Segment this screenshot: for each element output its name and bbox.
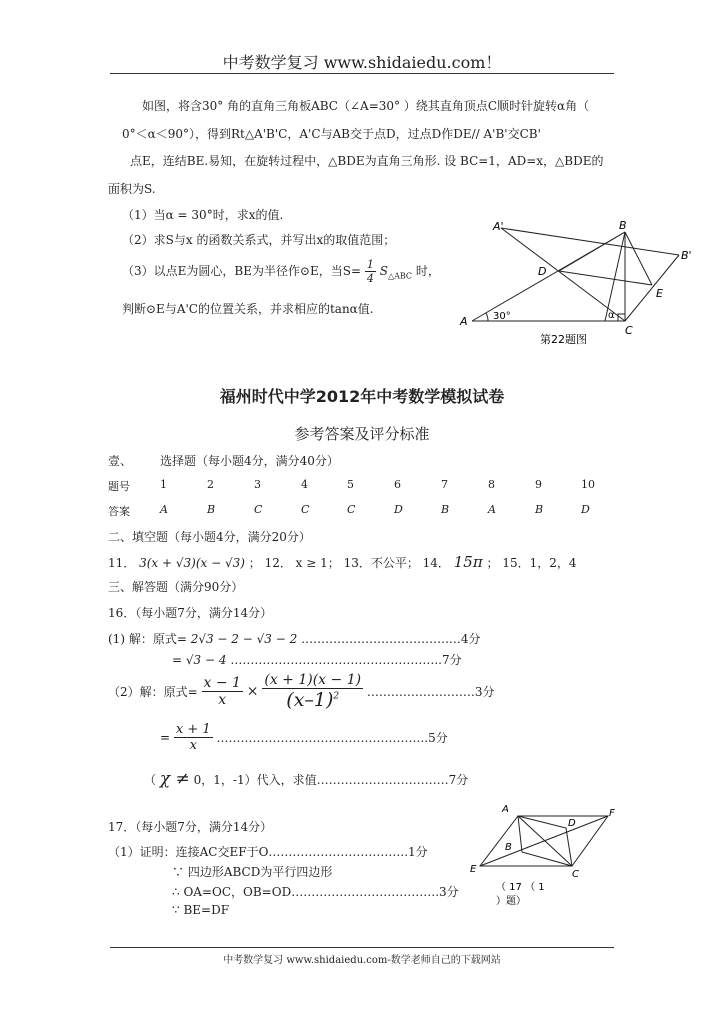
answer-title: 福州时代中学2012年中考数学模拟试卷 (219, 387, 505, 406)
section-3-heading: 三、解答题（满分90分） (108, 580, 244, 594)
q16-4-equals: = (160, 730, 171, 745)
page-header: 中考数学复习 www.shidaiedu.com！ (222, 53, 502, 72)
page-footer: 中考数学复习 www.shidaiedu.com-数学老师自己的下载网站 (223, 955, 501, 966)
mc-question-number: 9 (535, 478, 542, 491)
label-17-D: D (568, 818, 576, 829)
label-alpha: α (608, 310, 615, 321)
mc-answer: A (488, 503, 496, 516)
question-3 (122, 258, 440, 285)
mc-answer: C (347, 503, 356, 516)
q16-3-label: （2）解：原式= (108, 685, 198, 699)
fraction-numerator: x − 1 (203, 675, 241, 691)
question-4: 判断⊙E与A'C的位置关系，并求相应的tanα值. (122, 302, 374, 316)
mc-answer: A (160, 503, 168, 516)
area-subscript: △ABC (387, 271, 413, 281)
question-3-tail: 时， (415, 264, 440, 278)
mc-question-number: 10 (581, 478, 595, 491)
answer-14: 15π (453, 553, 483, 571)
q16-2-dots: ……………………………………………..7分 (230, 653, 462, 667)
mc-answer: C (254, 503, 263, 516)
q16-1-label: (1) 解：原式= (108, 632, 187, 646)
label-D: D (538, 265, 547, 278)
q16-5-condition: χ ≠ (159, 769, 190, 789)
times-sign: × (246, 683, 259, 700)
q16-2-expr: √3 − 4 (185, 653, 227, 667)
label-E: E (656, 287, 663, 300)
fraction-product-over-square (262, 672, 363, 711)
figure-17-caption-1: （ 17 （ 1 (496, 882, 545, 893)
answer-subtitle: 参考答案及评分标准 (294, 425, 430, 443)
figure-17 (468, 800, 618, 912)
q16-5-open: （ (144, 773, 157, 787)
denominator-exponent: 2 (333, 691, 340, 702)
mc-question-number: 5 (347, 478, 354, 491)
angle-30-arc (486, 313, 488, 321)
fill-in-answers (108, 553, 577, 571)
label-17-E: E (470, 864, 477, 875)
header-rule (110, 73, 614, 74)
mc-question-number: 8 (488, 478, 495, 491)
question-3-text: （3）以点E为圆心，BE为半径作⊙E，当S= (122, 264, 362, 278)
section-2-heading: 二、填空题（每小题4分，满分20分） (108, 530, 311, 544)
q16-4-dots: ……………………………………………..5分 (216, 731, 448, 745)
mc-answer: B (441, 503, 450, 516)
label-17-C: C (572, 869, 579, 880)
q16-1-expr: 2√3 − 2 − √3 − 2 (190, 632, 298, 646)
q17-heading: 17．（每小题7分，满分14分） (108, 820, 273, 834)
q16-line-3 (108, 672, 495, 711)
segment-BpC (625, 255, 679, 321)
q16-3-dots: ………………………3分 (366, 685, 495, 699)
answers-12-14: ； 12． x ≥ 1； 13．不公平； 14． (248, 556, 450, 570)
fraction-denominator: 4 (366, 272, 374, 285)
mc-answer: D (394, 503, 403, 516)
problem-line-1: 如图，将含30° 角的直角三角板ABC（∠A=30° ）绕其直角顶点C顺时针旋转α角（ (142, 99, 590, 113)
problem-line-3: 点E，连结BE.易知，在旋转过程中，△BDE为直角三角形. 设 BC=1，AD=x，△BDE的 (130, 154, 604, 168)
problem-line-2: 0°＜α＜90°），得到Rt△A'B'C，A'C与AB交于点D，过点D作DE// A'B'交CB' (122, 127, 541, 141)
answer-11: 3(x + √3)(x − √3) (139, 556, 245, 570)
label-17-A: A (502, 804, 509, 815)
denominator-base: (x–1) (286, 689, 334, 711)
mc-answer: B (535, 503, 544, 516)
label-17-B: B (505, 842, 512, 853)
mc-answer: C (301, 503, 310, 516)
fraction-denominator: x (189, 738, 197, 753)
section-1-number: 壹、 (108, 454, 133, 468)
q16-line-1 (108, 630, 481, 647)
figure-22 (455, 215, 705, 350)
segment-DE (559, 271, 652, 285)
fraction-x-plus-1-over-x (174, 722, 213, 753)
q16-5-rest: 0，1，-1）代入，求值……………………………7分 (193, 773, 469, 787)
mc-row-label-numbers: 题号 (108, 480, 130, 493)
label-C: C (625, 324, 633, 337)
figure-22-caption: 第22题图 (540, 333, 587, 346)
mc-row-label-answers: 答案 (108, 505, 130, 518)
segment-BE (625, 232, 652, 285)
mc-question-number: 1 (160, 478, 167, 491)
fraction-denominator (262, 689, 363, 711)
mc-question-number: 3 (254, 478, 261, 491)
fraction-numerator: 1 (366, 258, 374, 271)
answer-11-label: 11． (108, 556, 136, 570)
question-2: （2）求S与x 的函数关系式，并写出x的取值范围； (122, 233, 396, 247)
fraction-x-minus-1-over-x (202, 675, 243, 708)
q17-line-4: ∵ BE=DF (172, 903, 230, 917)
mc-question-number: 7 (441, 478, 448, 491)
label-angle-30: 30° (493, 311, 511, 322)
mc-question-number: 4 (301, 478, 308, 491)
mc-question-number: 2 (207, 478, 214, 491)
q16-2-equals: = (172, 653, 183, 667)
q17-line-2: ∵ 四边形ABCD为平行四边形 (172, 865, 333, 879)
problem-line-4: 面积为S. (108, 182, 156, 196)
q16-1-dots: ……………………………….…4分 (301, 632, 481, 646)
q17-line-3: ∴ OA=OC，OB=OD……………………………….3分 (172, 885, 459, 899)
q17-line-1: （1）证明：连接AC交EF于O……………………………..1分 (108, 845, 428, 859)
fraction-denominator: x (218, 692, 227, 708)
footer-rule (110, 947, 614, 948)
fraction-numerator: x + 1 (175, 722, 211, 737)
mc-answer: B (207, 503, 216, 516)
label-B: B (619, 219, 627, 232)
q16-line-4 (160, 722, 448, 753)
label-A: A (460, 315, 468, 328)
label-Ap: A' (493, 220, 504, 233)
answer-15: ； 15．1，2，4 (486, 556, 577, 570)
section-1-heading: 选择题（每小题4分，满分40分） (160, 454, 339, 468)
fraction-quarter (365, 258, 376, 285)
area-symbol: S (379, 264, 388, 278)
segment-ApBp (501, 228, 679, 255)
segment-ApC (501, 228, 625, 321)
mc-answer: D (581, 503, 590, 516)
figure-17-caption-2: ）题） (496, 896, 526, 907)
question-1: （1）当α = 30°时，求x的值. (122, 208, 284, 222)
label-17-F: F (609, 808, 615, 819)
label-Bp: B' (681, 249, 692, 262)
q16-line-2 (172, 651, 462, 668)
mc-question-number: 6 (394, 478, 401, 491)
q16-heading: 16．（每小题7分，满分14分） (108, 606, 273, 620)
fraction-numerator: (x + 1)(x − 1) (264, 672, 362, 688)
q16-line-5 (144, 769, 468, 789)
